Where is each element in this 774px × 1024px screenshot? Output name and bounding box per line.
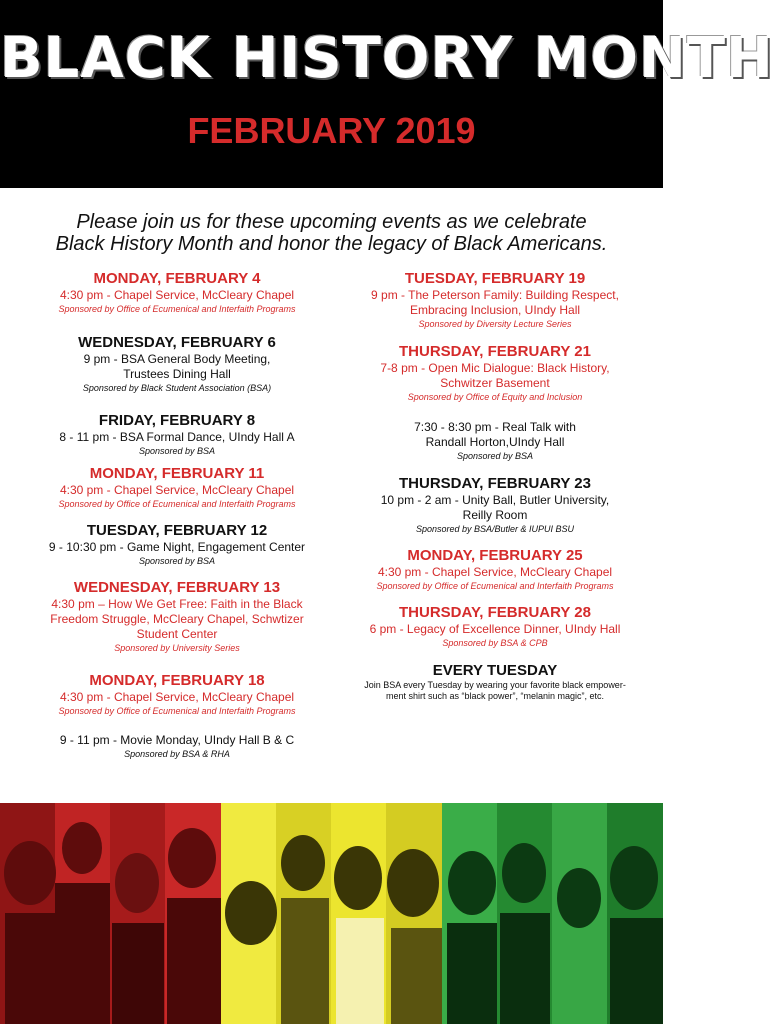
event-every-tuesday [335,662,655,702]
event-description: 7:30 - 8:30 pm - Real Talk with [414,420,576,434]
intro-text [20,211,643,255]
event-sponsor: Sponsored by Office of Ecumenical and Interfaith Programs [58,304,296,314]
event-date: MONDAY, FEBRUARY 18 [89,672,265,689]
event-date: THURSDAY, FEBRUARY 28 [399,604,591,621]
event-feb-12 [17,522,337,567]
event-description-line-2: Trustees Dining Hall [123,367,231,381]
intro-line-1: Please join us for these upcoming events as we celebrate [76,211,587,233]
yellow-portrait-panel [221,803,442,1024]
event-sponsor: Sponsored by University Series [114,643,240,653]
red-portrait-panel [0,803,221,1024]
event-feb-19 [335,270,655,330]
event-description-line-2: ment shirt such as “black power”, “melanin magic”, etc. [385,691,605,701]
event-description: 6 pm - Legacy of Excellence Dinner, UIndy Hall [369,622,621,636]
event-feb-6 [17,334,337,394]
green-portrait-panel [442,803,663,1024]
event-description: 9 pm - BSA General Body Meeting, [83,352,271,366]
event-date: FRIDAY, FEBRUARY 8 [98,412,256,429]
event-feb-25 [335,547,655,592]
event-description: Join BSA every Tuesday by wearing your favorite black empower- [364,680,626,690]
event-description: 10 pm - 2 am - Unity Ball, Butler University, [380,493,610,507]
event-date: EVERY TUESDAY [432,662,558,679]
event-movie-monday [17,733,337,760]
event-feb-13 [17,579,337,654]
event-description: 4:30 pm - Chapel Service, McCleary Chapel [59,288,295,302]
event-sponsor: Sponsored by Office of Ecumenical and Interfaith Programs [58,706,296,716]
page-subtitle: FEBRUARY 2019 [187,110,476,151]
event-feb-18 [17,672,337,717]
event-date: WEDNESDAY, FEBRUARY 6 [78,334,276,351]
event-feb-4 [17,270,337,315]
event-date: MONDAY, FEBRUARY 25 [407,547,583,564]
event-date: THURSDAY, FEBRUARY 23 [399,475,591,492]
event-description-line-2: Embracing Inclusion, UIndy Hall [409,303,581,317]
event-description: 8 - 11 pm - BSA Formal Dance, UIndy Hall A [59,430,295,444]
event-description: 4:30 pm – How We Get Free: Faith in the Black [51,597,303,611]
event-date: TUESDAY, FEBRUARY 19 [404,270,586,287]
event-date: WEDNESDAY, FEBRUARY 13 [73,579,281,596]
event-sponsor: Sponsored by Office of Equity and Inclusion [407,392,583,402]
event-sponsor: Sponsored by Diversity Lecture Series [418,319,572,329]
event-sponsor: Sponsored by BSA & CPB [442,638,548,648]
event-sponsor: Sponsored by BSA [138,446,216,456]
event-description: 9 pm - The Peterson Family: Building Respect, [371,288,619,302]
header-banner [0,0,774,188]
event-feb-23 [335,475,655,535]
event-description: 4:30 pm - Chapel Service, McCleary Chapel [59,483,295,497]
event-description-line-3: Student Center [136,627,218,641]
event-sponsor: Sponsored by BSA/Butler & IUPUI BSU [415,524,575,534]
intro-line-2: Black History Month and honor the legacy of Black Americans. [55,233,608,255]
event-date: MONDAY, FEBRUARY 11 [89,465,265,482]
event-description: 4:30 pm - Chapel Service, McCleary Chapel [377,565,613,579]
event-date: THURSDAY, FEBRUARY 21 [399,343,591,360]
event-sponsor: Sponsored by BSA [138,556,216,566]
event-feb-28 [335,604,655,649]
event-feb-21 [335,343,655,403]
event-description-line-2: Freedom Struggle, McCleary Chapel, Schwtizer [50,612,304,626]
event-description: 4:30 pm - Chapel Service, McCleary Chapel [59,690,295,704]
event-description: 9 - 10:30 pm - Game Night, Engagement Center [48,540,306,554]
event-sponsor: Sponsored by BSA [456,451,534,461]
page-title: BLACK HISTORY MONTH [0,26,774,91]
event-description: 9 - 11 pm - Movie Monday, UIndy Hall B & C [59,733,295,747]
event-date: MONDAY, FEBRUARY 4 [93,270,261,287]
event-description: 7-8 pm - Open Mic Dialogue: Black History, [380,361,610,375]
portrait-strip [0,803,663,1024]
event-real-talk [335,420,655,462]
event-description-line-2: Reilly Room [462,508,528,522]
event-description-line-2: Randall Horton,UIndy Hall [425,435,565,449]
event-feb-11 [17,465,337,510]
event-sponsor: Sponsored by Office of Ecumenical and Interfaith Programs [58,499,296,509]
event-date: TUESDAY, FEBRUARY 12 [86,522,268,539]
event-feb-8 [17,412,337,457]
event-sponsor: Sponsored by Black Student Association (BSA) [82,383,272,393]
event-sponsor: Sponsored by BSA & RHA [124,749,230,759]
event-description-line-2: Schwitzer Basement [440,376,550,390]
event-sponsor: Sponsored by Office of Ecumenical and Interfaith Programs [376,581,614,591]
